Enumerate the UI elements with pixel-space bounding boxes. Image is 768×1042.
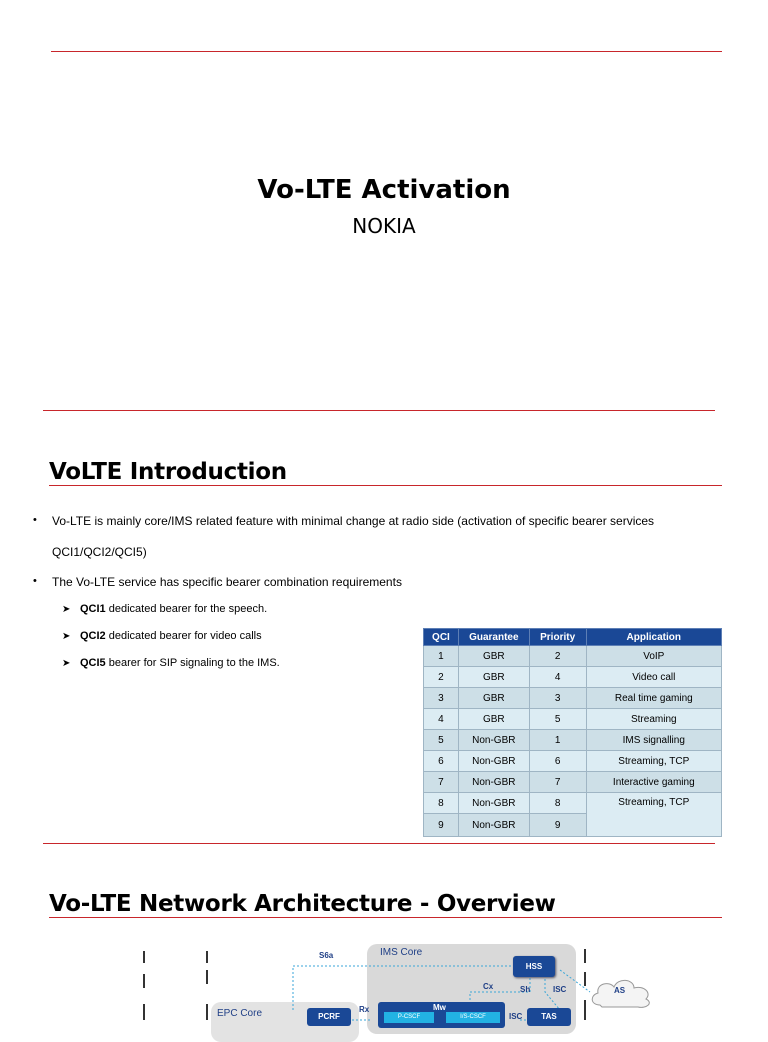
cell-priority: 1 bbox=[529, 730, 586, 751]
cell-priority: 6 bbox=[529, 751, 586, 772]
cell-priority: 7 bbox=[529, 772, 586, 793]
cell-guarantee: Non-GBR bbox=[458, 751, 529, 772]
cell-application: VoIP bbox=[586, 646, 721, 667]
slide2-title: VoLTE Introduction bbox=[49, 459, 287, 485]
cell-priority: 3 bbox=[529, 688, 586, 709]
column-header-application: Application bbox=[586, 629, 721, 646]
cell-application: IMS signalling bbox=[586, 730, 721, 751]
slide1-subtitle: NOKIA bbox=[352, 214, 416, 238]
cell-qci: 1 bbox=[424, 646, 459, 667]
sh-label: Sh bbox=[520, 985, 531, 994]
cell-guarantee: GBR bbox=[458, 646, 529, 667]
cell-priority: 2 bbox=[529, 646, 586, 667]
slide3-title-rule bbox=[49, 917, 722, 918]
table-row bbox=[424, 646, 722, 667]
table-header-row bbox=[424, 629, 722, 646]
table-row bbox=[424, 730, 722, 751]
table-row bbox=[424, 793, 722, 814]
cell-application: Real time gaming bbox=[586, 688, 721, 709]
cell-qci: 6 bbox=[424, 751, 459, 772]
cell-qci: 9 bbox=[424, 814, 459, 837]
cell-application: Streaming, TCP bbox=[586, 751, 721, 772]
qci-table bbox=[423, 628, 722, 837]
pcrf-node: PCRF bbox=[307, 1008, 351, 1026]
table-row bbox=[424, 772, 722, 793]
bullet-marker: • bbox=[33, 514, 37, 526]
ims-core-label: IMS Core bbox=[380, 947, 423, 958]
table-row bbox=[424, 688, 722, 709]
cell-guarantee: GBR bbox=[458, 688, 529, 709]
cell-application: Video call bbox=[586, 667, 721, 688]
table-row bbox=[424, 751, 722, 772]
slide1-top-rule bbox=[51, 51, 722, 52]
cell-priority: 9 bbox=[529, 814, 586, 837]
cell-application: Streaming, TCP bbox=[586, 793, 721, 837]
slide3-title: Vo-LTE Network Architecture - Overview bbox=[49, 891, 556, 917]
sub-bullet bbox=[62, 630, 262, 642]
cell-guarantee: Non-GBR bbox=[458, 793, 529, 814]
slide2-title-rule bbox=[49, 485, 722, 486]
cell-application: Interactive gaming bbox=[586, 772, 721, 793]
bullet-marker: • bbox=[33, 575, 37, 587]
arrow-bullet-icon: ➤ bbox=[62, 658, 71, 669]
sub-bullet-bold: QCI2 bbox=[80, 630, 106, 642]
cell-qci: 2 bbox=[424, 667, 459, 688]
cell-guarantee: GBR bbox=[458, 709, 529, 730]
isc-label: ISC bbox=[553, 985, 567, 994]
column-header-priority: Priority bbox=[529, 629, 586, 646]
bullet-text-continued: QCI1/QCI2/QCI5) bbox=[52, 545, 147, 559]
sub-bullet-bold: QCI5 bbox=[80, 657, 106, 669]
arrow-bullet-icon: ➤ bbox=[62, 604, 71, 615]
bullet-text: Vo-LTE is mainly core/IMS related feature with minimal change at radio side (activation of specific bearer services bbox=[52, 514, 655, 528]
cell-guarantee: Non-GBR bbox=[458, 730, 529, 751]
cx-label: Cx bbox=[483, 982, 494, 991]
sub-bullet-text: dedicated bearer for the speech. bbox=[105, 603, 268, 615]
sub-bullet-text: bearer for SIP signaling to the IMS. bbox=[105, 657, 280, 669]
cell-guarantee: GBR bbox=[458, 667, 529, 688]
cell-guarantee: Non-GBR bbox=[458, 772, 529, 793]
column-header-guarantee: Guarantee bbox=[458, 629, 529, 646]
cell-qci: 7 bbox=[424, 772, 459, 793]
table-row bbox=[424, 667, 722, 688]
table-row bbox=[424, 709, 722, 730]
cell-qci: 3 bbox=[424, 688, 459, 709]
hss-node: HSS bbox=[513, 956, 555, 977]
cell-qci: 8 bbox=[424, 793, 459, 814]
cell-priority: 8 bbox=[529, 793, 586, 814]
cell-qci: 4 bbox=[424, 709, 459, 730]
iscscf-node: I/S-CSCF bbox=[446, 1012, 500, 1023]
as-label: AS bbox=[614, 986, 626, 995]
bullet-text: The Vo-LTE service has specific bearer combination requirements bbox=[52, 575, 402, 589]
cell-priority: 5 bbox=[529, 709, 586, 730]
arrow-bullet-icon: ➤ bbox=[62, 631, 71, 642]
epc-core-label: EPC Core bbox=[217, 1008, 263, 1019]
sub-bullet-text: dedicated bearer for video calls bbox=[105, 630, 262, 642]
rx-label: Rx bbox=[359, 1005, 370, 1014]
isc-label: ISC bbox=[509, 1012, 523, 1021]
slide1-title: Vo-LTE Activation bbox=[257, 175, 511, 205]
cell-guarantee: Non-GBR bbox=[458, 814, 529, 837]
cell-application: Streaming bbox=[586, 709, 721, 730]
sub-bullet bbox=[62, 657, 280, 669]
slide2-bottom-rule bbox=[43, 843, 715, 844]
column-header-qci: QCI bbox=[424, 629, 459, 646]
sub-bullet-bold: QCI1 bbox=[80, 603, 106, 615]
s6a-label: S6a bbox=[319, 951, 334, 960]
cell-qci: 5 bbox=[424, 730, 459, 751]
slide1-bottom-rule bbox=[43, 410, 715, 411]
sub-bullet bbox=[62, 603, 267, 615]
tas-node: TAS bbox=[527, 1008, 571, 1026]
cell-priority: 4 bbox=[529, 667, 586, 688]
mw-label: Mw bbox=[433, 1003, 446, 1012]
pcscf-node: P-CSCF bbox=[384, 1012, 434, 1023]
